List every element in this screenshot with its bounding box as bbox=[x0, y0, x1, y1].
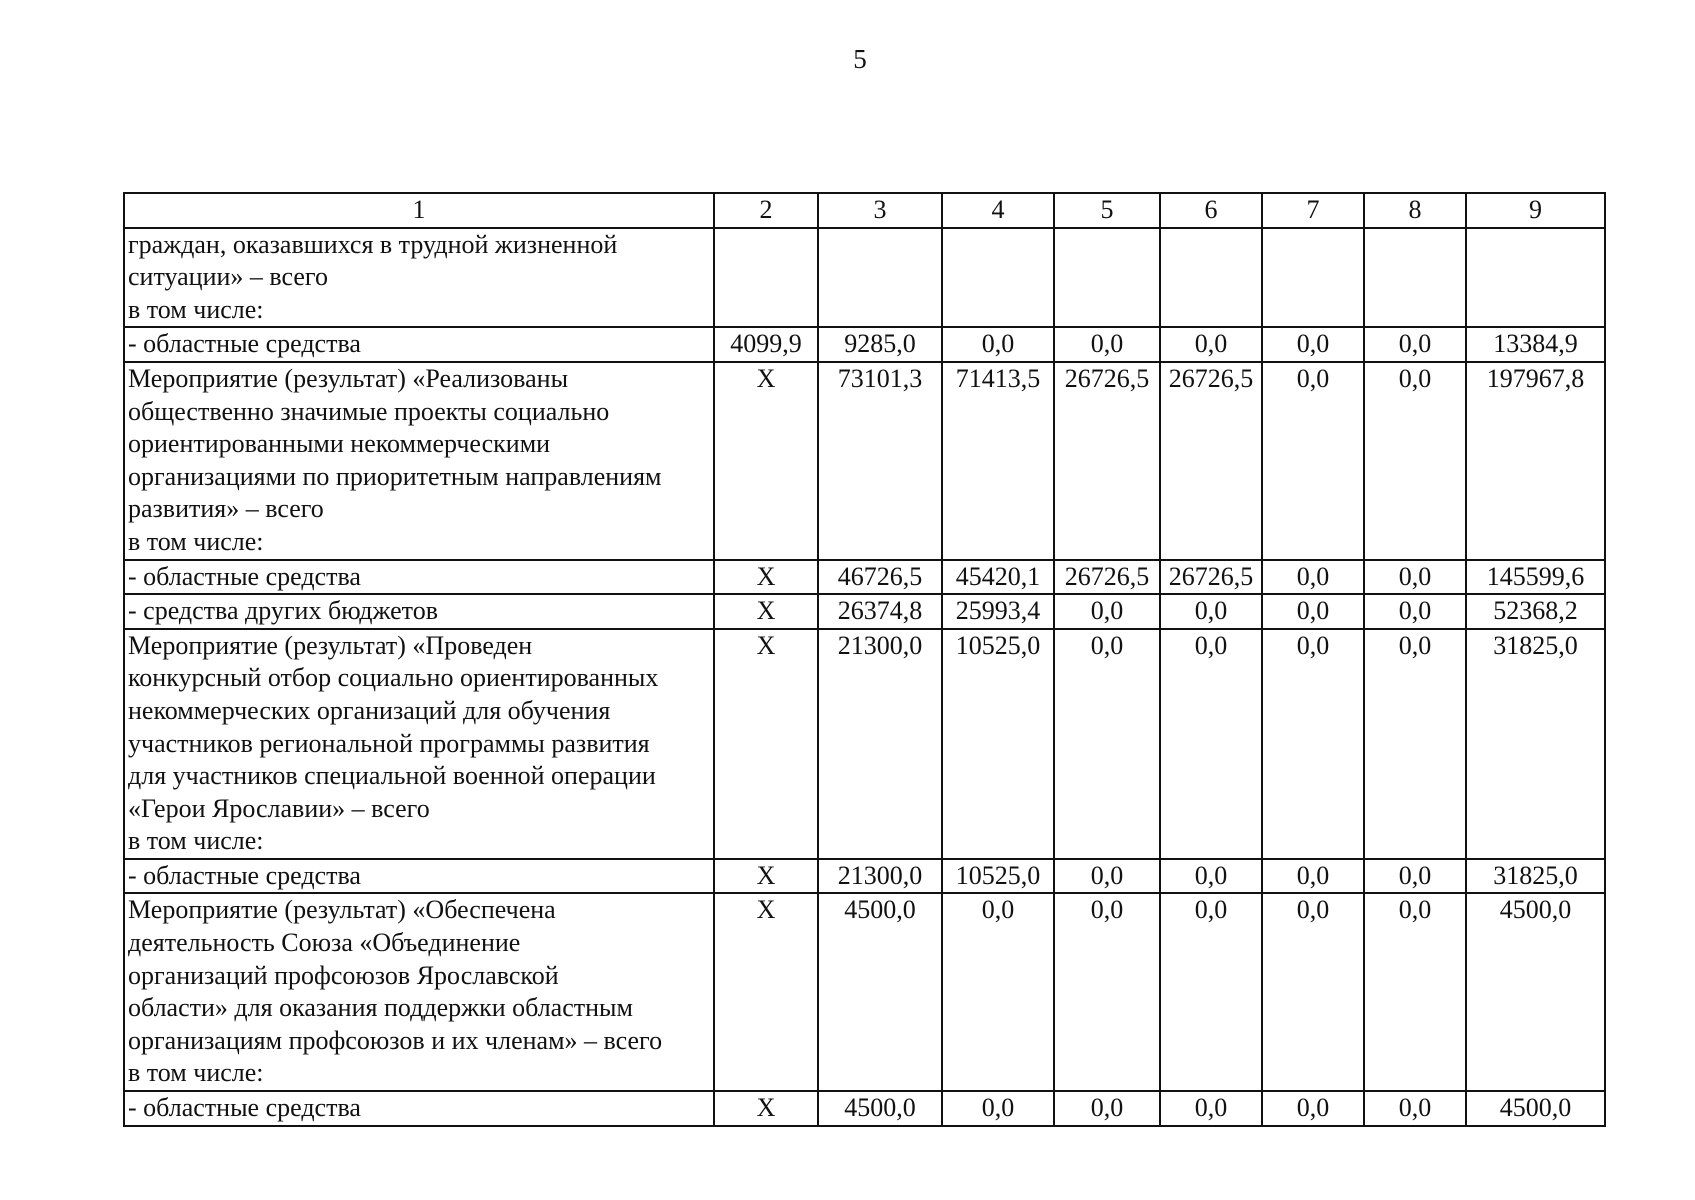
row-description: Мероприятие (результат) «Проведен конкурсный отбор социально ориентированных некоммерческих организаций для обучения участников региональной программы развития для участников специальной военной операции «Герои Ярославии» – всего в том числе: bbox=[124, 629, 714, 859]
value-cell: 0,0 bbox=[1262, 560, 1364, 595]
total-cell: 197967,8 bbox=[1466, 362, 1605, 560]
column-number-cell: 2 bbox=[714, 193, 818, 228]
value-cell: 0,0 bbox=[1262, 629, 1364, 859]
value-cell bbox=[1160, 228, 1262, 328]
total-cell: 31825,0 bbox=[1466, 629, 1605, 859]
value-cell: 26726,5 bbox=[1160, 560, 1262, 595]
value-cell: 0,0 bbox=[1364, 893, 1466, 1091]
table-row bbox=[124, 1091, 1605, 1126]
page-number: 5 bbox=[853, 44, 867, 74]
value-cell: 73101,3 bbox=[818, 362, 942, 560]
row-description: граждан, оказавшихся в трудной жизненной ситуации» – всего в том числе: bbox=[124, 228, 714, 328]
value-cell: 0,0 bbox=[1262, 1091, 1364, 1126]
value-cell bbox=[818, 228, 942, 328]
value-cell: Х bbox=[714, 594, 818, 629]
value-cell: 0,0 bbox=[1054, 594, 1160, 629]
value-cell: 25993,4 bbox=[942, 594, 1054, 629]
table-row bbox=[124, 560, 1605, 595]
value-cell: 4500,0 bbox=[818, 893, 942, 1091]
value-cell: 0,0 bbox=[1160, 859, 1262, 894]
table-row bbox=[124, 594, 1605, 629]
value-cell: 0,0 bbox=[1054, 327, 1160, 362]
value-cell: Х bbox=[714, 629, 818, 859]
value-cell: 0,0 bbox=[1364, 362, 1466, 560]
value-cell: 0,0 bbox=[1160, 893, 1262, 1091]
value-cell: 0,0 bbox=[942, 327, 1054, 362]
value-cell: 0,0 bbox=[1364, 1091, 1466, 1126]
total-cell: 145599,6 bbox=[1466, 560, 1605, 595]
value-cell: 21300,0 bbox=[818, 859, 942, 894]
value-cell bbox=[1364, 228, 1466, 328]
table-row bbox=[124, 893, 1605, 1091]
value-cell: 0,0 bbox=[1262, 327, 1364, 362]
total-cell: 4500,0 bbox=[1466, 893, 1605, 1091]
value-cell: 0,0 bbox=[1160, 1091, 1262, 1126]
value-cell: 26726,5 bbox=[1160, 362, 1262, 560]
value-cell bbox=[1054, 228, 1160, 328]
value-cell: 4099,9 bbox=[714, 327, 818, 362]
table-row bbox=[124, 362, 1605, 560]
value-cell: 0,0 bbox=[1054, 1091, 1160, 1126]
total-cell bbox=[1466, 228, 1605, 328]
value-cell: Х bbox=[714, 560, 818, 595]
total-cell: 31825,0 bbox=[1466, 859, 1605, 894]
value-cell: 4500,0 bbox=[818, 1091, 942, 1126]
column-number-row bbox=[124, 193, 1605, 228]
value-cell: 45420,1 bbox=[942, 560, 1054, 595]
value-cell: 0,0 bbox=[1262, 893, 1364, 1091]
column-number-cell: 1 bbox=[124, 193, 714, 228]
value-cell: 0,0 bbox=[1160, 594, 1262, 629]
value-cell: 0,0 bbox=[1364, 560, 1466, 595]
value-cell: 0,0 bbox=[1364, 327, 1466, 362]
value-cell: 71413,5 bbox=[942, 362, 1054, 560]
column-number-cell: 5 bbox=[1054, 193, 1160, 228]
budget-table bbox=[123, 192, 1606, 1127]
row-description: - областные средства bbox=[124, 859, 714, 894]
total-cell: 52368,2 bbox=[1466, 594, 1605, 629]
table-row bbox=[124, 629, 1605, 859]
value-cell: Х bbox=[714, 859, 818, 894]
value-cell: 0,0 bbox=[1364, 594, 1466, 629]
row-description: Мероприятие (результат) «Обеспечена деятельность Союза «Объединение организаций профсоюзов Ярославской области» для оказания поддержки областным организациям профсоюзов и их членам» – всего в том числе: bbox=[124, 893, 714, 1091]
value-cell: 10525,0 bbox=[942, 859, 1054, 894]
value-cell: Х bbox=[714, 362, 818, 560]
row-description: - областные средства bbox=[124, 327, 714, 362]
value-cell: 0,0 bbox=[1054, 629, 1160, 859]
value-cell: 0,0 bbox=[1160, 629, 1262, 859]
table-row bbox=[124, 327, 1605, 362]
value-cell: 46726,5 bbox=[818, 560, 942, 595]
column-number-cell: 3 bbox=[818, 193, 942, 228]
value-cell: Х bbox=[714, 1091, 818, 1126]
value-cell: 26726,5 bbox=[1054, 362, 1160, 560]
value-cell: Х bbox=[714, 893, 818, 1091]
row-description: - областные средства bbox=[124, 1091, 714, 1126]
value-cell: 0,0 bbox=[1262, 594, 1364, 629]
value-cell bbox=[714, 228, 818, 328]
column-number-cell: 4 bbox=[942, 193, 1054, 228]
value-cell: 21300,0 bbox=[818, 629, 942, 859]
value-cell: 10525,0 bbox=[942, 629, 1054, 859]
value-cell: 0,0 bbox=[1262, 362, 1364, 560]
value-cell: 0,0 bbox=[942, 893, 1054, 1091]
value-cell: 26726,5 bbox=[1054, 560, 1160, 595]
column-number-cell: 7 bbox=[1262, 193, 1364, 228]
value-cell: 0,0 bbox=[942, 1091, 1054, 1126]
value-cell: 0,0 bbox=[1262, 859, 1364, 894]
row-description: - областные средства bbox=[124, 560, 714, 595]
table-row bbox=[124, 228, 1605, 328]
row-description: - средства других бюджетов bbox=[124, 594, 714, 629]
value-cell bbox=[942, 228, 1054, 328]
total-cell: 13384,9 bbox=[1466, 327, 1605, 362]
column-number-cell: 8 bbox=[1364, 193, 1466, 228]
value-cell: 0,0 bbox=[1054, 893, 1160, 1091]
value-cell: 0,0 bbox=[1364, 629, 1466, 859]
value-cell: 9285,0 bbox=[818, 327, 942, 362]
row-description: Мероприятие (результат) «Реализованы общественно значимые проекты социально ориентированными некоммерческими организациями по приоритетным направлениям развития» – всего в том числе: bbox=[124, 362, 714, 560]
value-cell: 0,0 bbox=[1160, 327, 1262, 362]
value-cell: 0,0 bbox=[1054, 859, 1160, 894]
value-cell bbox=[1262, 228, 1364, 328]
column-number-cell: 9 bbox=[1466, 193, 1605, 228]
table-row bbox=[124, 859, 1605, 894]
value-cell: 26374,8 bbox=[818, 594, 942, 629]
value-cell: 0,0 bbox=[1364, 859, 1466, 894]
column-number-cell: 6 bbox=[1160, 193, 1262, 228]
total-cell: 4500,0 bbox=[1466, 1091, 1605, 1126]
